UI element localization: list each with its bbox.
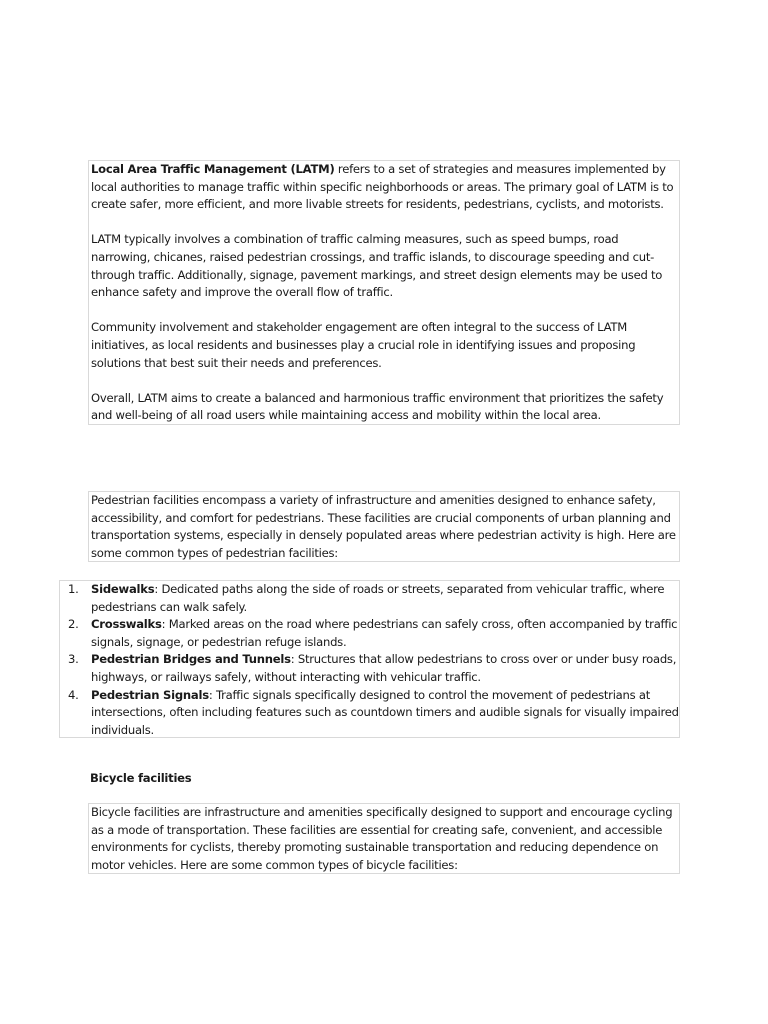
list-item <box>60 581 679 616</box>
list-item-number: 4. <box>68 687 79 702</box>
bicycle-intro-block <box>88 803 680 874</box>
list-item-description: : Marked areas on the road where pedestrians can safely cross, often accompanied by traffic signals, signage, or pedestrian refuge islands. <box>91 617 678 649</box>
latm-paragraph-4: Overall, LATM aims to create a balanced and harmonious traffic environment that prioritizes the safety and well-being of all road users while maintaining access and mobility within the local area. <box>91 390 664 423</box>
list-item <box>60 687 679 740</box>
latm-definition: refers to a set of strategies and measures implemented by local authorities to manage traffic within specific neighborhoods or areas. The primary goal of LATM is to create safer, more efficient, and more livable streets for residents, pedestrians, cyclists, and motorists. <box>91 162 674 212</box>
list-item-number: 1. <box>68 582 79 596</box>
bicycle-intro-paragraph: Bicycle facilities are infrastructure and amenities specifically designed to support and encourage cycling as a mode of transportation. These facilities are essential for creating safe, convenient, and accessible environments for cyclists, thereby promoting sustainable transportation and reducing dependence on motor vehicles. Here are some common types of bicycle facilities: <box>91 805 673 872</box>
list-item-number: 3. <box>68 652 79 667</box>
list-item-description: : Traffic signals specifically designed to control the movement of pedestrians at intersections, often including features such as countdown timers and audible signals for visually impaired individuals. <box>91 687 679 737</box>
list-item-term: Sidewalks <box>91 582 155 596</box>
pedestrian-intro-paragraph: Pedestrian facilities encompass a variety of infrastructure and amenities designed to enhance safety, accessibility, and comfort for pedestrians. These facilities are crucial components of urban planning and transportation systems, especially in densely populated areas where pedestrian activity is high. Here are some common types of pedestrian facilities: <box>91 493 676 560</box>
list-item <box>60 651 679 686</box>
bicycle-section-heading: Bicycle facilities <box>90 771 192 785</box>
latm-paragraph-1 <box>91 161 679 214</box>
pedestrian-intro-block <box>88 491 680 562</box>
list-item-term: Crosswalks <box>91 617 162 632</box>
latm-paragraph-3: Community involvement and stakeholder engagement are often integral to the success of LATM initiatives, as local residents and businesses play a crucial role in identifying issues and proposing solutions that best suit their needs and preferences. <box>91 320 636 370</box>
list-item-description: : Dedicated paths along the side of roads or streets, separated from vehicular traffic, where pedestrians can walk safely. <box>91 582 665 614</box>
latm-text-block <box>88 160 680 425</box>
pedestrian-facilities-block <box>59 580 680 738</box>
list-item-description: : Structures that allow pedestrians to cross over or under busy roads, highways, or railways safely, without interacting with vehicular traffic. <box>91 652 677 684</box>
latm-term: Local Area Traffic Management (LATM) <box>91 162 335 176</box>
pedestrian-facilities-list <box>60 581 679 739</box>
list-item-term: Pedestrian Signals <box>91 687 209 702</box>
latm-paragraph-2: LATM typically involves a combination of traffic calming measures, such as speed bumps, road narrowing, chicanes, raised pedestrian crossings, and traffic islands, to discourage speeding and cut-through traffic. Additionally, signage, pavement markings, and street design elements may be used to enhance safety and improve the overall flow of traffic. <box>91 232 663 300</box>
list-item <box>60 616 679 651</box>
list-item-term: Pedestrian Bridges and Tunnels <box>91 652 291 667</box>
list-item-number: 2. <box>68 617 79 632</box>
